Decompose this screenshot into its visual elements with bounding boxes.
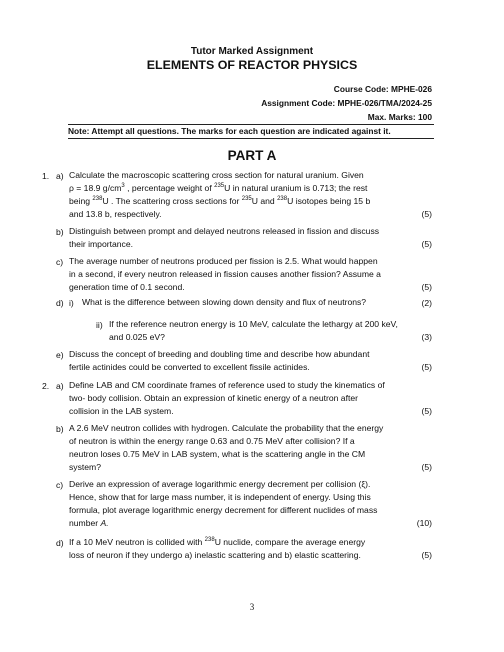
question-1e-label: e) — [56, 350, 64, 360]
question-2c-label: c) — [56, 480, 64, 490]
question-2c-line2: Hence, show that for large mass number, it is independent of energy. Using this — [69, 492, 371, 502]
question-1d-ii-marks: (3) — [421, 332, 432, 342]
question-1b-label: b) — [56, 227, 64, 237]
question-2a-line1: Define LAB and CM coordinate frames of reference used to study the kinematics of — [69, 380, 385, 390]
question-1e-line1: Discuss the concept of breeding and doubling time and describe how abundant — [69, 349, 370, 359]
question-2c-marks: (10) — [416, 518, 432, 528]
question-1d-ii-label: ii) — [96, 320, 103, 330]
question-1c-line3: generation time of 0.1 second. — [69, 282, 185, 292]
question-1d-i-marks: (2) — [421, 298, 432, 308]
page-number: 3 — [249, 602, 255, 612]
question-2d-line1: If a 10 MeV neutron is collided with $^{238}$U nuclide, compare the average energy — [69, 537, 366, 547]
question-2b-line1: A 2.6 MeV neutron collides with hydrogen. Calculate the probability that the energy — [69, 423, 384, 433]
question-1d-ii-line2: and 0.025 eV? — [109, 332, 165, 342]
question-1-number: 1. — [42, 171, 50, 181]
question-2d-marks: (5) — [421, 550, 432, 560]
question-1a-line1: Calculate the macroscopic scattering cross section for natural uranium. Given — [69, 170, 364, 180]
question-1c-label: c) — [56, 257, 64, 267]
question-1b-marks: (5) — [421, 239, 432, 249]
question-2d-line2: loss of neuron if they undergo a) inelastic scattering and b) elastic scattering. — [69, 550, 361, 560]
question-2c-line3: formula, plot average logarithmic energy decrement for different nuclides of mass — [69, 505, 378, 515]
question-2c-line1: Derive an expression of average logarithmic energy decrement per collision (ξ). — [69, 479, 371, 489]
question-1c-line2: in a second, if every neutron released in fission causes another fission? Assume a — [69, 269, 381, 279]
question-1d-i-label: i) — [69, 298, 74, 308]
question-1a-line4: and 13.8 b, respectively. — [69, 209, 162, 219]
question-2a-marks: (5) — [421, 406, 432, 416]
question-2-number: 2. — [42, 381, 50, 391]
question-1d-label: d) — [56, 298, 64, 308]
question-2a-label: a) — [56, 381, 64, 391]
divider-bottom — [68, 138, 434, 139]
assignment-code: Assignment Code: MPHE-026/TMA/2024-25 — [261, 98, 432, 108]
question-2b-marks: (5) — [421, 462, 432, 472]
question-1a-line3: being $^{238}$U . The scattering cross sections for $^{235}$U and $^{238}$U isotopes being 15 b — [69, 196, 371, 206]
question-2b-line2: of neutron is within the energy range 0.63 and 0.75 MeV after collision? If a — [69, 436, 355, 446]
question-2c-line4: number A. — [69, 518, 109, 528]
question-2a-line3: collision in the LAB system. — [69, 406, 174, 416]
question-1a-line2: ρ = 18.9 $g/cm^3$ , percentage weight of $^{235}$U in natural uranium is 0.713; the rest — [69, 183, 368, 193]
question-1e-marks: (5) — [421, 362, 432, 372]
question-2b-label: b) — [56, 424, 64, 434]
question-1d-ii-line1: If the reference neutron energy is 10 MeV, calculate the lethargy at 200 keV, — [109, 319, 398, 329]
assignment-title: ELEMENTS OF REACTOR PHYSICS — [146, 58, 358, 72]
question-2b-line4: system? — [69, 462, 101, 472]
assignment-subtitle: Tutor Marked Assignment — [190, 46, 314, 57]
question-1a-marks: (5) — [421, 209, 432, 219]
question-1a-label: a) — [56, 171, 64, 181]
course-code: Course Code: MPHE-026 — [333, 84, 432, 94]
question-2d-label: d) — [56, 538, 64, 548]
part-heading: PART A — [227, 148, 277, 163]
question-1c-marks: (5) — [421, 282, 432, 292]
question-2a-line2: two- body collision. Obtain an expression of kinetic energy of a neutron after — [69, 393, 359, 403]
question-1e-line2: fertile actinides could be converted to excellent fissile actinides. — [69, 362, 310, 372]
question-1b-line2: their importance. — [69, 239, 134, 249]
max-marks: Max. Marks: 100 — [367, 112, 432, 122]
question-1c-line1: The average number of neutrons produced per fission is 2.5. What would happen — [69, 256, 378, 266]
divider-top — [68, 124, 434, 125]
question-2b-line3: neutron loses 0.75 MeV in LAB system, what is the scattering angle in the CM — [69, 449, 366, 459]
instructions-note: Note: Attempt all questions. The marks for each question are indicated against it. — [68, 126, 391, 136]
question-1b-line1: Distinguish between prompt and delayed neutrons released in fission and discuss — [69, 226, 380, 236]
question-1d-i-text: What is the difference between slowing down density and flux of neutrons? — [82, 297, 367, 307]
